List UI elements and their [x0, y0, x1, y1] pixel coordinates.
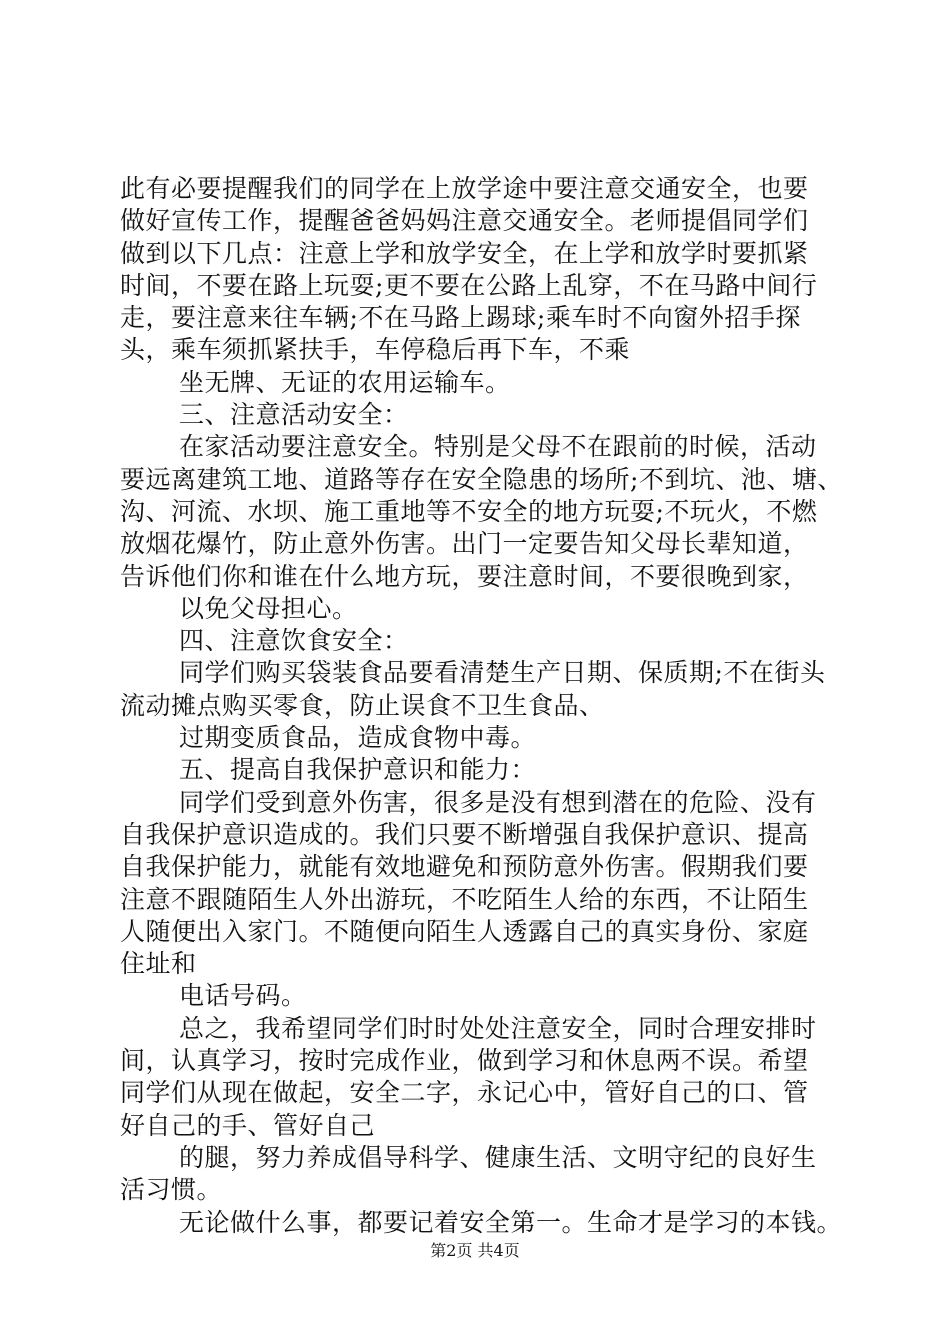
- text-line: 做好宣传工作，提醒爸爸妈妈注意交通安全。老师提倡同学们: [120, 206, 809, 236]
- text-line: 沟、河流、水坝、施工重地等不安全的地方玩耍;不玩火，不燃: [120, 496, 818, 526]
- text-line: 过期变质食品，造成食物中毒。: [179, 723, 537, 753]
- text-line: 要远离建筑工地、道路等存在安全隐患的场所;不到坑、池、塘、: [120, 464, 843, 494]
- text-line: 四、注意饮食安全：: [179, 626, 409, 656]
- text-line: 电话号码。: [179, 981, 307, 1011]
- text-line: 同学们从现在做起，安全二字，永记心中，管好自己的口、管: [120, 1078, 809, 1108]
- page-footer: 第2页 共4页: [430, 1241, 520, 1260]
- text-line: 时间，不要在路上玩耍;更不要在公路上乱穿，不在马路中间行: [120, 270, 818, 300]
- text-line: 头，乘车须抓紧扶手，车停稳后再下车，不乘: [120, 335, 631, 365]
- text-line: 以免父母担心。: [179, 593, 358, 623]
- text-line: 人随便出入家门。不随便向陌生人透露自己的真实身份、家庭: [120, 916, 809, 946]
- text-line: 同学们受到意外伤害，很多是没有想到潜在的危险、没有: [179, 787, 817, 817]
- text-line: 同学们购买袋装食品要看清楚生产日期、保质期;不在街头: [179, 658, 826, 688]
- text-line: 此有必要提醒我们的同学在上放学途中要注意交通安全，也要: [120, 174, 809, 203]
- text-line: 走，要注意来往车辆;不在马路上踢球;乘车时不向窗外招手探: [120, 303, 801, 333]
- text-line: 好自己的手、管好自己: [120, 1110, 376, 1140]
- text-line: 放烟花爆竹，防止意外伤害。出门一定要告知父母长辈知道，: [120, 529, 809, 559]
- text-line: 活习惯。: [120, 1175, 223, 1205]
- text-line: 无论做什么事，都要记着安全第一。生命才是学习的本钱。: [179, 1207, 843, 1237]
- text-line: 做到以下几点：注意上学和放学安全，在上学和放学时要抓紧: [120, 238, 809, 268]
- text-line: 告诉他们你和谁在什么地方玩，要注意时间，不要很晚到家，: [120, 561, 809, 591]
- text-line: 流动摊点购买零食，防止误食不卫生食品、: [120, 690, 605, 720]
- text-line: 总之，我希望同学们时时处处注意安全，同时合理安排时: [179, 1013, 817, 1043]
- text-line: 自我保护能力，就能有效地避免和预防意外伤害。假期我们要: [120, 852, 809, 882]
- text-line: 坐无牌、无证的农用运输车。: [179, 367, 511, 397]
- document-body: [120, 173, 843, 1239]
- text-line: 自我保护意识造成的。我们只要不断增强自我保护意识、提高: [120, 819, 809, 849]
- text-line: 住址和: [120, 949, 197, 979]
- text-line: 注意不跟随陌生人外出游玩，不吃陌生人给的东西，不让陌生: [120, 884, 809, 914]
- text-line: 在家活动要注意安全。特别是父母不在跟前的时候，活动: [179, 432, 817, 462]
- text-line: 五、提高自我保护意识和能力：: [179, 755, 537, 785]
- text-line: 间，认真学习，按时完成作业，做到学习和休息两不误。希望: [120, 1046, 809, 1076]
- text-line: 的腿，努力养成倡导科学、健康生活、文明守纪的良好生: [179, 1142, 817, 1172]
- text-line: 三、注意活动安全：: [179, 400, 409, 430]
